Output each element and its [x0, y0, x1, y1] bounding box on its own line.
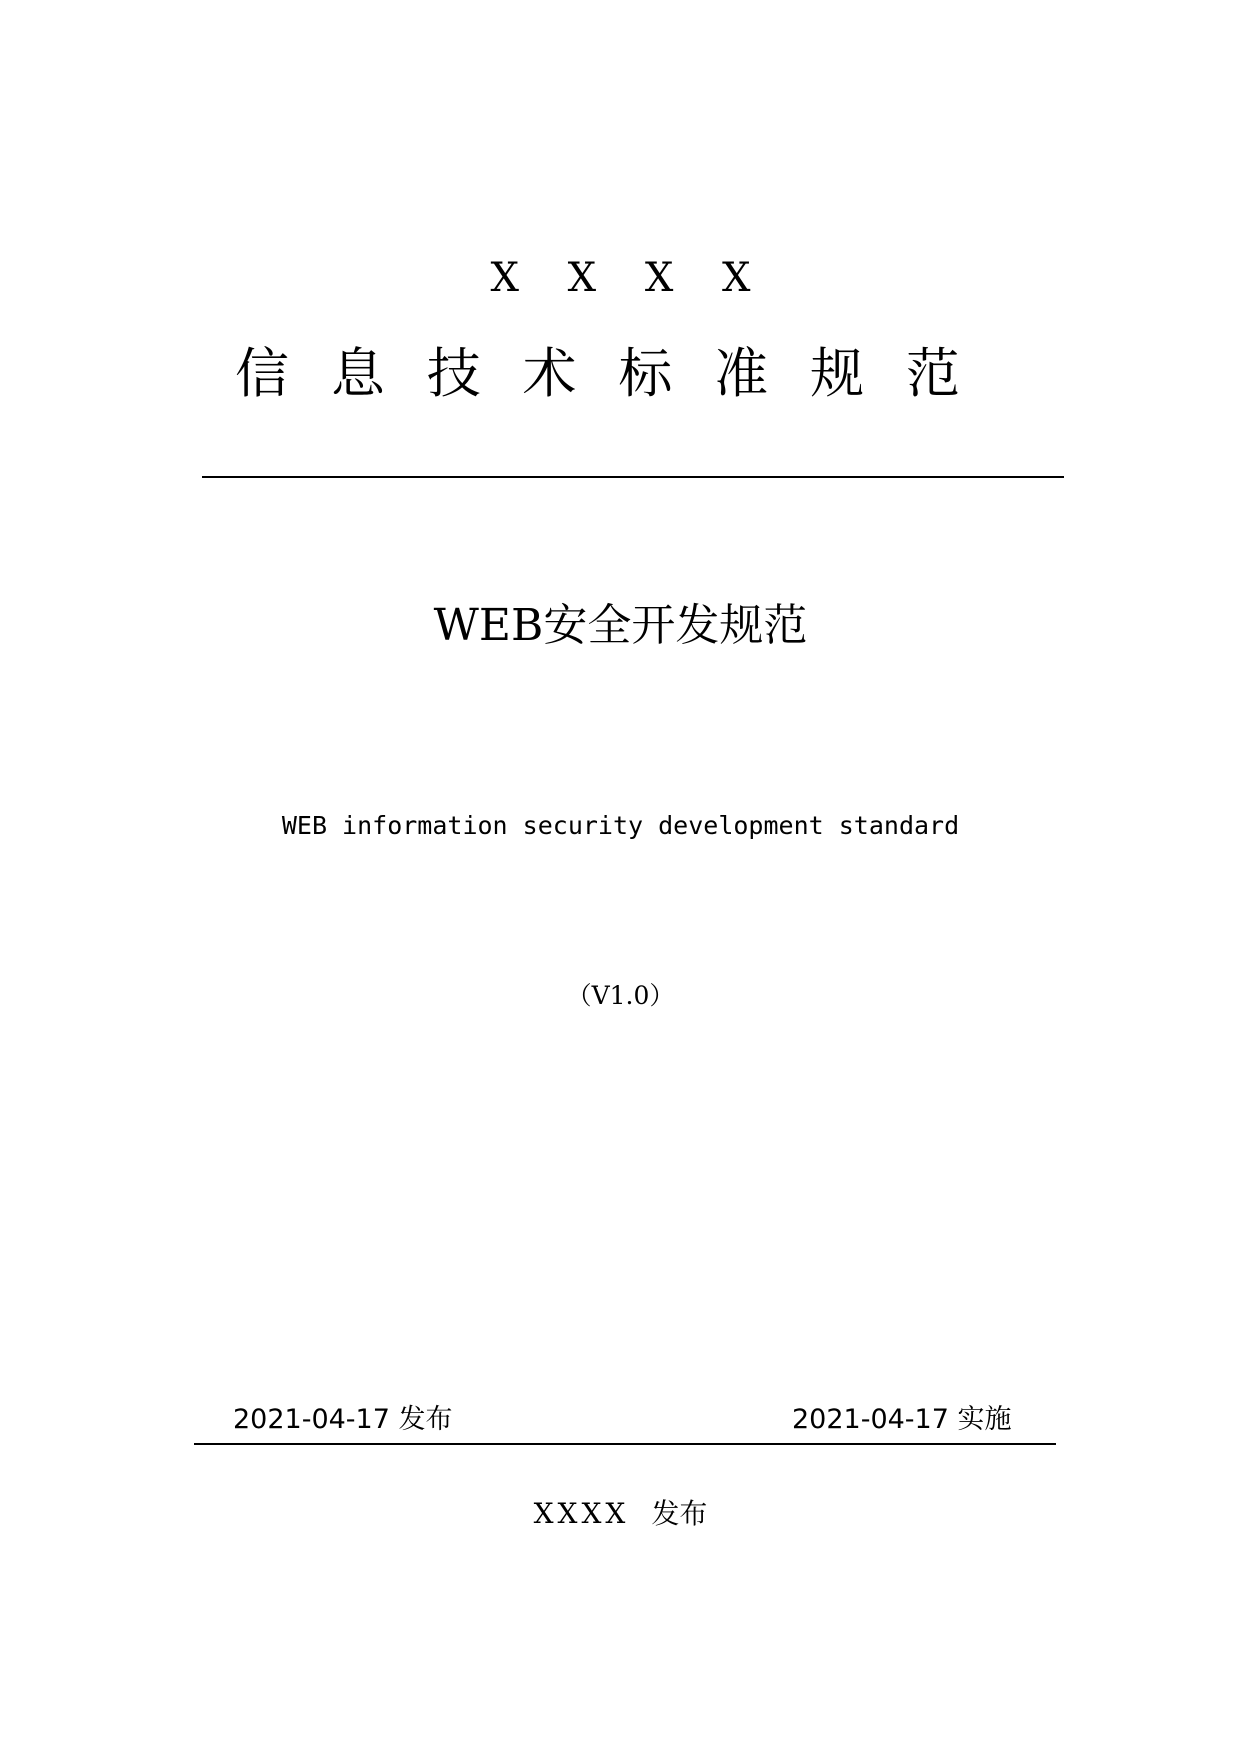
document-title: WEB安全开发规范: [433, 600, 808, 651]
category-char: 规: [810, 342, 865, 405]
document-subtitle: WEB information security development standard: [281, 811, 960, 840]
publisher-org: XXXX: [533, 1497, 630, 1530]
standard-category-heading: [235, 336, 960, 412]
document-version: （V1.0）: [566, 981, 675, 1010]
footer-divider: [194, 1443, 1056, 1445]
category-char: 标: [618, 342, 673, 405]
publisher-action: 发布: [651, 1497, 708, 1530]
publisher-line: [0, 1494, 1241, 1534]
category-char: 术: [522, 342, 577, 405]
category-char: 技: [426, 342, 481, 405]
category-char: 准: [714, 342, 769, 405]
organization-mark: X X X X: [490, 255, 769, 301]
publish-date: 2021-04-17 发布: [233, 1404, 453, 1435]
header-divider: [202, 476, 1064, 478]
category-char: 范: [905, 342, 960, 405]
category-char: 息: [330, 342, 385, 405]
effective-date: 2021-04-17 实施: [792, 1404, 1012, 1435]
category-char: 信: [235, 342, 289, 405]
